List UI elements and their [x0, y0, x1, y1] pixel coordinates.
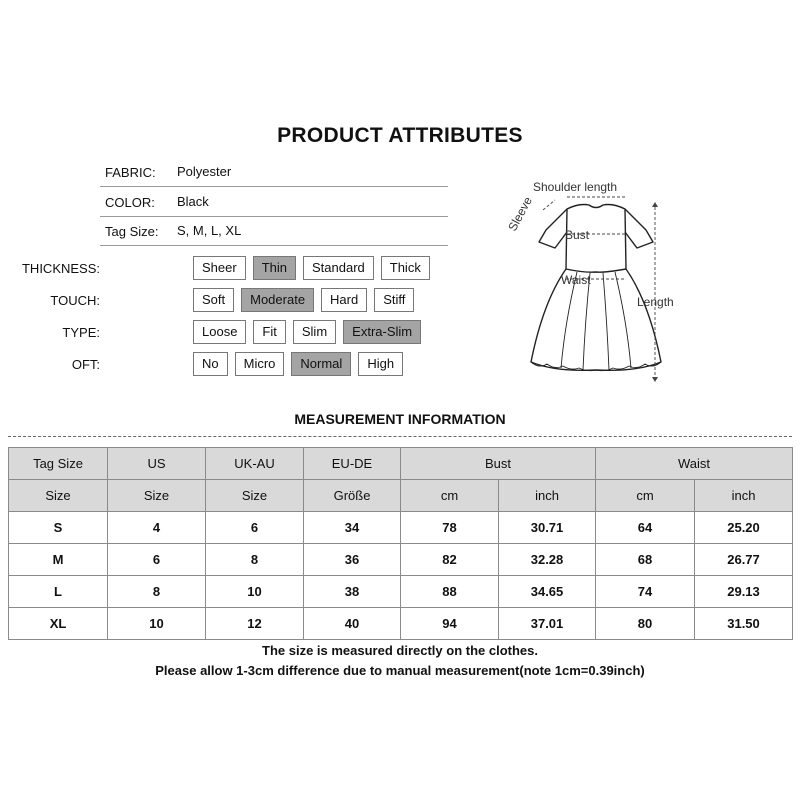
sleeve-line: [543, 200, 555, 210]
table-row: [9, 544, 793, 576]
option-soft: Soft: [193, 288, 234, 312]
table-cell: 82: [401, 544, 499, 576]
measurement-title: MEASUREMENT INFORMATION: [294, 411, 506, 427]
option-stiff: Stiff: [374, 288, 414, 312]
length-label: Length: [637, 295, 674, 309]
table-cell: 34: [304, 512, 401, 544]
option-fit: Fit: [253, 320, 285, 344]
option-extra-slim-selected: Extra-Slim: [343, 320, 421, 344]
table-cell: 74: [596, 576, 695, 608]
table-cell: 36: [304, 544, 401, 576]
option-micro: Micro: [235, 352, 285, 376]
property-label: TOUCH:: [50, 293, 100, 308]
option-hard: Hard: [321, 288, 367, 312]
header-cell: EU-DE: [304, 448, 401, 480]
table-header-row: [9, 448, 793, 480]
table-cell: 6: [206, 512, 304, 544]
table-cell: 29.13: [695, 576, 793, 608]
size-table: [8, 447, 793, 640]
header-cell-bust: Bust: [401, 448, 596, 480]
subheader-cell: cm: [401, 480, 499, 512]
table-cell: 68: [596, 544, 695, 576]
attribute-value: S, M, L, XL: [177, 223, 242, 238]
table-cell: 37.01: [499, 608, 596, 640]
subheader-cell: Größe: [304, 480, 401, 512]
table-cell: 26.77: [695, 544, 793, 576]
header-cell: Tag Size: [9, 448, 108, 480]
table-cell: 30.71: [499, 512, 596, 544]
option-thin-selected: Thin: [253, 256, 296, 280]
table-cell: 4: [108, 512, 206, 544]
table-cell: 6: [108, 544, 206, 576]
table-cell: 12: [206, 608, 304, 640]
dress-sleeve-left: [539, 209, 567, 248]
option-thick: Thick: [381, 256, 430, 280]
table-cell: 31.50: [695, 608, 793, 640]
table-cell: 64: [596, 512, 695, 544]
attribute-color: [100, 189, 448, 217]
shoulder-length-label: Shoulder length: [533, 180, 618, 194]
dress-sleeve-right: [625, 209, 653, 248]
bust-label: Bust: [565, 228, 590, 242]
attribute-value: Polyester: [177, 164, 232, 179]
table-row: [9, 512, 793, 544]
table-cell: 80: [596, 608, 695, 640]
subheader-cell: cm: [596, 480, 695, 512]
table-cell: 25.20: [695, 512, 793, 544]
attribute-label: Tag Size:: [105, 224, 159, 239]
subheader-cell: Size: [9, 480, 108, 512]
option-sheer: Sheer: [193, 256, 246, 280]
table-row: [9, 608, 793, 640]
table-subheader-row: [9, 480, 793, 512]
table-cell: 8: [108, 576, 206, 608]
property-label: TYPE:: [62, 325, 100, 340]
table-cell: 94: [401, 608, 499, 640]
option-moderate-selected: Moderate: [241, 288, 314, 312]
table-cell: 32.28: [499, 544, 596, 576]
subheader-cell: Size: [108, 480, 206, 512]
table-cell: 78: [401, 512, 499, 544]
property-label: THICKNESS:: [21, 261, 100, 276]
header-cell-waist: Waist: [596, 448, 793, 480]
dress-measurement-diagram: [495, 172, 695, 387]
table-cell: 88: [401, 576, 499, 608]
measurement-disclaimer: Please allow 1-3cm difference due to manual measurement(note 1cm=0.39inch): [155, 663, 645, 678]
subheader-cell: Size: [206, 480, 304, 512]
attribute-label: FABRIC:: [105, 165, 156, 180]
header-cell: US: [108, 448, 206, 480]
header-cell: UK-AU: [206, 448, 304, 480]
attribute-label: COLOR:: [105, 195, 155, 210]
page-title: PRODUCT ATTRIBUTES: [277, 124, 523, 147]
dress-skirt: [531, 269, 661, 370]
option-loose: Loose: [193, 320, 246, 344]
table-cell: L: [9, 576, 108, 608]
table-cell: M: [9, 544, 108, 576]
subheader-cell: inch: [499, 480, 596, 512]
subheader-cell: inch: [695, 480, 793, 512]
option-high: High: [358, 352, 403, 376]
table-cell: 34.65: [499, 576, 596, 608]
option-normal-selected: Normal: [291, 352, 351, 376]
sleeve-label: Sleeve: [505, 194, 535, 234]
option-standard: Standard: [303, 256, 374, 280]
table-cell: 10: [108, 608, 206, 640]
attribute-value: Black: [177, 194, 209, 209]
table-cell: 8: [206, 544, 304, 576]
table-cell: 40: [304, 608, 401, 640]
attribute-fabric: [100, 159, 448, 187]
attribute-tag-size: [100, 218, 448, 246]
measurement-note: The size is measured directly on the clothes.: [262, 643, 538, 658]
waist-label: Waist: [561, 273, 591, 287]
property-label: OFT:: [71, 357, 100, 372]
table-cell: 10: [206, 576, 304, 608]
table-cell: 38: [304, 576, 401, 608]
dashed-divider: [8, 436, 792, 437]
table-cell: S: [9, 512, 108, 544]
table-cell: XL: [9, 608, 108, 640]
option-slim: Slim: [293, 320, 336, 344]
option-no: No: [193, 352, 228, 376]
table-row: [9, 576, 793, 608]
